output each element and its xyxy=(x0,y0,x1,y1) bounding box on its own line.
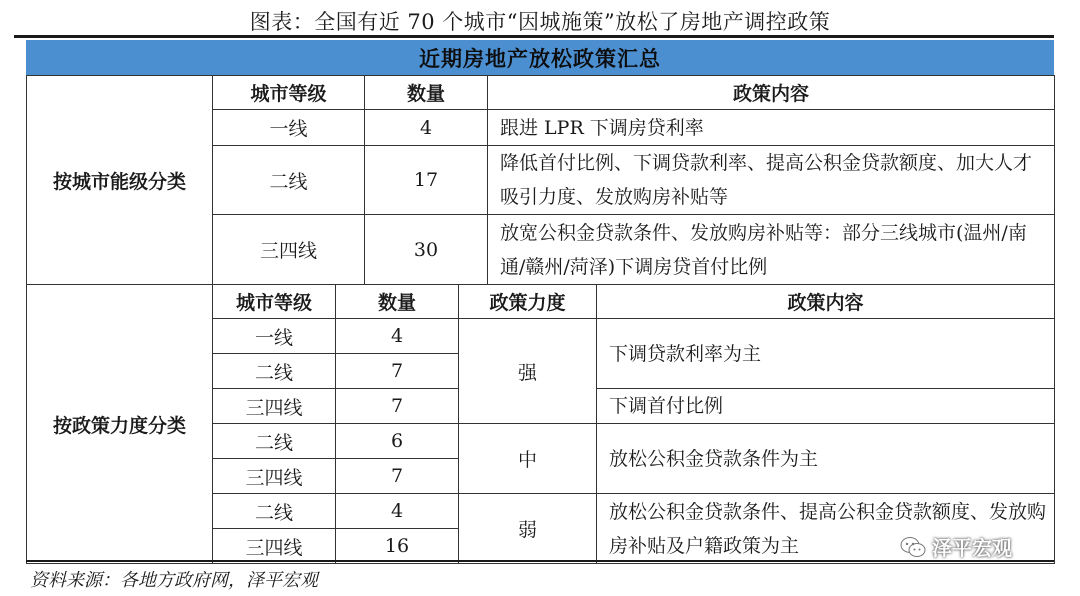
cell-tier: 二线 xyxy=(213,354,336,389)
cell-tier: 三四线 xyxy=(213,215,365,285)
cell-strength: 弱 xyxy=(459,494,597,564)
cell-strength: 中 xyxy=(459,424,597,494)
cell-tier: 二线 xyxy=(213,424,336,459)
cell-content: 放松公积金贷款条件、提高公积金贷款额度、发放购房补贴及户籍政策为主 xyxy=(597,494,1055,564)
top-rule xyxy=(14,35,1054,38)
cell-strength: 强 xyxy=(459,319,597,424)
table-row xyxy=(27,285,1055,319)
cell-count: 4 xyxy=(336,319,459,354)
cell-content: 下调贷款利率为主 xyxy=(597,319,1055,389)
cell-content: 下调首付比例 xyxy=(597,389,1055,424)
table-title-banner: 近期房地产放松政策汇总 xyxy=(26,40,1054,75)
figure-caption: 图表：全国有近 70 个城市“因城施策”放松了房地产调控政策 xyxy=(249,10,831,34)
cell-count: 7 xyxy=(336,354,459,389)
table-row xyxy=(27,76,1055,110)
cell-count: 30 xyxy=(365,215,488,285)
policy-table xyxy=(26,75,1055,285)
cell-tier: 一线 xyxy=(213,110,365,146)
header-policy-content: 政策内容 xyxy=(597,285,1055,319)
cell-content: 跟进 LPR 下调房贷利率 xyxy=(488,110,1055,146)
cell-tier: 二线 xyxy=(213,146,365,215)
cell-count: 17 xyxy=(365,146,488,215)
header-city-tier: 城市等级 xyxy=(213,76,365,110)
cell-count: 6 xyxy=(336,424,459,459)
header-city-tier: 城市等级 xyxy=(213,285,336,319)
header-policy-content: 政策内容 xyxy=(488,76,1055,110)
cell-count: 4 xyxy=(365,110,488,146)
cell-tier: 三四线 xyxy=(213,389,336,424)
watermark-text: 泽平宏观 xyxy=(932,536,1012,560)
cell-content: 放宽公积金贷款条件、发放购房补贴等：部分三线城市(温州/南通/赣州/菏泽)下调房贷首付比例 xyxy=(488,215,1055,285)
header-count: 数量 xyxy=(336,285,459,319)
cell-tier: 一线 xyxy=(213,319,336,354)
cell-count: 7 xyxy=(336,459,459,494)
cell-content: 放松公积金贷款条件为主 xyxy=(597,424,1055,494)
watermark xyxy=(900,532,1012,561)
cell-count: 16 xyxy=(336,529,459,564)
cell-count: 7 xyxy=(336,389,459,424)
source-note: 资料来源：各地方政府网，泽平宏观 xyxy=(30,570,318,591)
cell-count: 4 xyxy=(336,494,459,529)
cell-content: 降低首付比例、下调贷款利率、提高公积金贷款额度、加大人才吸引力度、发放购房补贴等 xyxy=(488,146,1055,215)
cell-tier: 二线 xyxy=(213,494,336,529)
header-count: 数量 xyxy=(365,76,488,110)
policy-table-strength xyxy=(26,284,1055,564)
cell-tier: 三四线 xyxy=(213,529,336,564)
cell-tier: 三四线 xyxy=(213,459,336,494)
wechat-icon xyxy=(900,536,926,558)
header-policy-strength: 政策力度 xyxy=(459,285,597,319)
category-city-tier: 按城市能级分类 xyxy=(27,76,213,285)
category-policy-strength: 按政策力度分类 xyxy=(27,285,213,564)
